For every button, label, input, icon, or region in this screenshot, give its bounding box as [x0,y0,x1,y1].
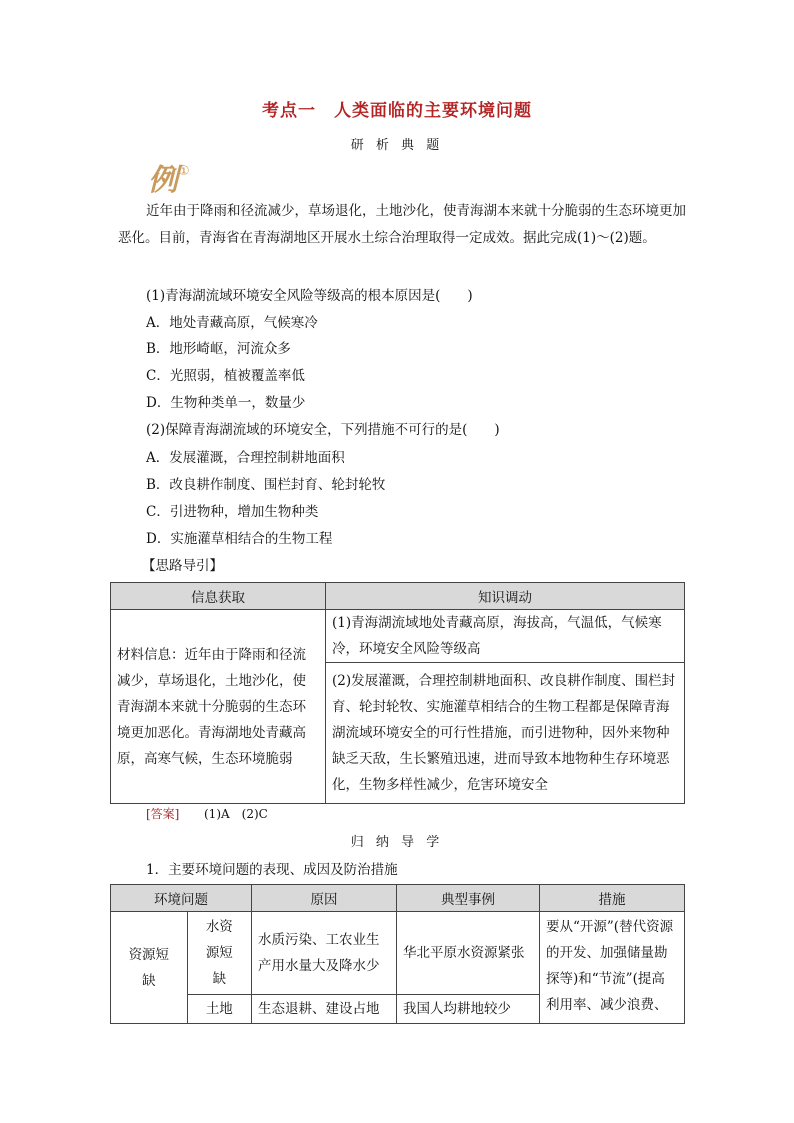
question-2-option-c: C．引进物种，增加生物种类 [146,504,319,520]
section-heading-summary: 归 纳 导 学 [350,835,444,850]
env-cell-measure: 要从“开源”(替代资源的开发、加强储量勘探等)和“节流”(提高利用率、减少浪费、 [540,912,685,1024]
env-header-measure: 措施 [540,885,685,912]
answer-text: (1)A (2)C [204,807,268,821]
answer-label: [答案] [146,807,180,821]
question-2-stem: (2)保障青海湖流域的环境安全，下列措施不可行的是( ) [146,422,500,438]
example-mark: ① [178,164,190,179]
env-cell-sub-land: 土地 [187,995,251,1024]
question-1-option-a: A．地处青藏高原，气候寒冷 [146,315,318,331]
question-1-option-d: D．生物种类单一，数量少 [146,395,306,411]
env-cell-example-land: 我国人均耕地较少 [397,995,540,1024]
env-header-example: 典型事例 [397,885,540,912]
question-2-option-a: A．发展灌溉，合理控制耕地面积 [146,450,345,466]
page-title: 考点一 人类面临的主要环境问题 [262,101,532,121]
guide-cell-knowledge-1: (1)青海湖流域地处青藏高原，海拔高，气温低，气候寒冷，环境安全风险等级高 [326,610,685,663]
question-2-option-b: B．改良耕作制度、围栏封育、轮封轮牧 [146,477,386,493]
env-header-problem: 环境问题 [111,885,252,912]
example-label: 例① [148,163,190,198]
guide-table [110,582,685,804]
env-cell-cause-water: 水质污染、工农业生产用水量大及降水少 [252,912,397,995]
guide-label: 【思路导引】 [142,558,223,574]
env-header-cause: 原因 [252,885,397,912]
guide-header-info: 信息获取 [111,583,326,610]
section-heading-analysis: 研 析 典 题 [350,138,444,153]
env-cell-group: 资源短缺 [111,912,188,1024]
intro-paragraph: 近年由于降雨和径流减少，草场退化，土地沙化，使青海湖本来就十分脆弱的生态环境更加恶化。目前，青海省在青海湖地区开展水土综合治理取得一定成效。据此完成(1)～(2)题。 [118,203,686,246]
point-1-heading: 1．主要环境问题的表现、成因及防治措施 [146,862,398,878]
env-cell-sub-water: 水资源短缺 [187,912,251,995]
env-cell-example-water: 华北平原水资源紧张 [397,912,540,995]
question-1-stem: (1)青海湖流域环境安全风险等级高的根本原因是( ) [146,288,473,304]
question-1-option-c: C．光照弱，植被覆盖率低 [146,368,305,384]
question-2-option-d: D．实施灌草相结合的生物工程 [146,531,333,547]
guide-cell-info: 材料信息：近年由于降雨和径流减少，草场退化，土地沙化，使青海湖本来就十分脆弱的生态环境更加恶化。青海湖地处青藏高原，高寒气候，生态环境脆弱 [111,610,326,804]
env-cell-cause-land: 生态退耕、建设占地 [252,995,397,1024]
guide-header-knowledge: 知识调动 [326,583,685,610]
question-1-option-b: B．地形崎岖，河流众多 [146,341,291,357]
environment-table [110,884,685,1024]
guide-cell-knowledge-2: (2)发展灌溉，合理控制耕地面积、改良耕作制度、围栏封育、轮封轮牧、实施灌草相结合的生物工程都是保障青海湖流域环境安全的可行性措施，而引进物种，因外来物种缺乏天敌，生长繁殖迅速，进而导致本地物种生存环境恶化，生物多样性减少，危害环境安全 [326,663,685,804]
